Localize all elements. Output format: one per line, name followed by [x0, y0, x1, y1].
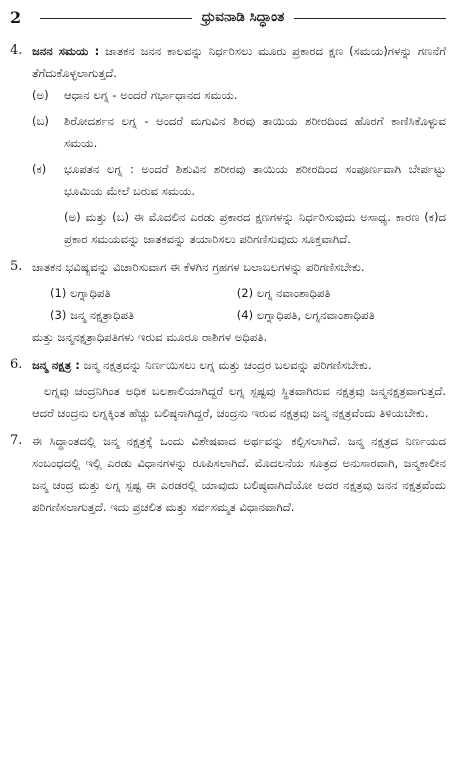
subitem-a	[32, 84, 446, 106]
section-4-note: (ಅ) ಮತ್ತು (ಬ) ಈ ಮೊದಲಿನ ಎರಡು ಪ್ರಕಾರದ ಕ್ಷಣಗಳನ್ನು ನಿರ್ಧರಿಸುವುದು ಅಸಾಧ್ಯ. ಕಾರಣ (ಕ)ದ ಪ್ರಕಾರ ಸಮಯವನ್ನು ಜಾತಕವನ್ನು ತಯಾರಿಸಲು ಪರಿಗಣಿಸುವುದು ಸೂಕ್ತವಾಗಿದೆ.	[64, 210, 446, 246]
section-6-intro	[32, 354, 446, 376]
list-item: (3) ಜನ್ಮ ನಕ್ಷತ್ರಾಧಿಪತಿ	[50, 308, 135, 322]
subitem-text: ಶಿರೋದರ್ಶನ ಲಗ್ನ - ಅಂದರೆ ಮಗುವಿನ ಶಿರವು ತಾಯಿಯ ಶರೀರದಿಂದ ಹೊರಗೆ ಕಾಣಿಸಿಕೊಳ್ಳುವ ಸಮಯ.	[64, 114, 446, 150]
section-number: 7.	[10, 433, 23, 448]
header-rule-right	[294, 18, 446, 19]
section-heading: ಜನ್ಮ ನಕ್ಷತ್ರ :	[32, 358, 80, 372]
subitem-label: (ಬ)	[32, 114, 49, 128]
subitem-label: (ಅ)	[32, 88, 49, 102]
subitem-label: (ಕ)	[32, 162, 47, 176]
subitem-b	[32, 110, 446, 154]
section-6	[10, 354, 446, 424]
list-item: (4) ಲಗ್ನಾಧಿಪತಿ, ಲಗ್ನನವಾಂಶಾಧಿಪತಿ	[236, 308, 375, 322]
subitem-text: ಭೂಪತನ ಲಗ್ನ : ಅಂದರೆ ಶಿಶುವಿನ ಶರೀರವು ತಾಯಿಯ ಶರೀರದಿಂದ ಸಂಪೂರ್ಣವಾಗಿ ಬೇರ್ಪಟ್ಟು ಭೂಮಿಯ ಮೇಲೆ ಬರುವ ಸಮಯ.	[64, 162, 446, 198]
section-text: ಜಾತಕನ ಭವಿಷ್ಯವನ್ನು ವಿಚಾರಿಸುವಾಗ ಈ ಕೆಳಗಿನ ಗ್ರಹಗಳ ಬಲಾಬಲಗಳನ್ನು ಪರಿಗಣಿಸಬೇಕು.	[32, 260, 365, 274]
section-text: ಜಾತಕನ ಜನನ ಕಾಲವನ್ನು ನಿರ್ಧರಿಸಲು ಮೂರು ಪ್ರಕಾರದ ಕ್ಷಣ (ಸಮಯ)ಗಳನ್ನು ಗಣನೆಗೆ ತೆಗೆದುಕೊಳ್ಳಲಾಗುತ್ತದೆ.	[32, 44, 446, 80]
subitem-text: ಆಧಾನ ಲಗ್ನ - ಅಂದರೆ ಗರ್ಭಾಧಾನದ ಸಮಯ.	[64, 88, 238, 102]
section-heading: ಜನನ ಸಮಯ :	[32, 44, 100, 58]
page-number: 2	[10, 7, 22, 27]
planet-list	[50, 282, 446, 326]
running-title: ಧ್ರುವನಾಡಿ ಸಿದ್ಧಾಂತ	[201, 9, 285, 25]
list-item: (1) ಲಗ್ನಾಧಿಪತಿ	[50, 286, 111, 300]
list-item: (2) ಲಗ್ನ ನವಾಂಶಾಧಿಪತಿ	[236, 286, 331, 300]
section-number: 5.	[10, 259, 23, 274]
section-6-paragraph: ಲಗ್ನವು ಚಂದ್ರನಿಗಿಂತ ಅಧಿಕ ಬಲಶಾಲಿಯಾಗಿದ್ದರೆ ಲಗ್ನ ಸ್ಪಷ್ಟವು ಸ್ಥಿತವಾಗಿರುವ ನಕ್ಷತ್ರವು ಜನ್ಮನಕ್ಷತ್ರವಾಗುತ್ತದೆ. ಆದರೆ ಚಂದ್ರನು ಲಗ್ನಕ್ಕಿಂತ ಹೆಚ್ಚು ಬಲಿಷ್ಠನಾಗಿದ್ದರೆ, ಚಂದ್ರನು ಇರುವ ನಕ್ಷತ್ರವು ಜನ್ಮ ನಕ್ಷತ್ರವೆಂದು ತಿಳಿಯಬೇಕು.	[32, 384, 446, 420]
section-5-tail: ಮತ್ತು ಜನ್ಮನಕ್ಷತ್ರಾಧಿಪತಿಗಳು ಇರುವ ಮೂರೂ ರಾಶಿಗಳ ಅಧಿಪತಿ.	[32, 330, 268, 344]
section-5	[10, 256, 446, 348]
section-text: ಈ ಸಿದ್ಧಾಂತದಲ್ಲಿ ಜನ್ಮ ನಕ್ಷತ್ರಕ್ಕೆ ಒಂದು ವಿಶೇಷವಾದ ಅರ್ಥವನ್ನು ಕಲ್ಪಿಸಲಾಗಿದೆ. ಜನ್ಮ ನಕ್ಷತ್ರದ ನಿರ್ಣಯದ ಸಂಬಂಧದಲ್ಲಿ ಇಲ್ಲಿ ಎರಡು ವಿಧಾನಗಳನ್ನು ರೂಪಿಸಲಾಗಿದೆ. ಮೊದಲನೆಯ ಸೂತ್ರದ ಅನುಸಾರವಾಗಿ, ಜನ್ಮಕಾಲೀನ ಜನ್ಮ ಚಂದ್ರ ಮತ್ತು ಲಗ್ನ ಸ್ಪಷ್ಟ ಈ ಎರಡರಲ್ಲಿ ಯಾವುದು ಬಲಿಷ್ಠವಾಗಿದೆಯೋ ಅದರ ನಕ್ಷತ್ರವು ಜನನ ನಕ್ಷತ್ರವೆಂದು ಪರಿಗಣಿಸಲಾಗುತ್ತದೆ. ಇದು ಪ್ರಚಲಿತ ಮತ್ತು ಸರ್ವಸಮ್ಮತ ವಿಧಾನವಾಗಿದೆ.	[32, 434, 446, 514]
section-text: ಜನ್ಮ ನಕ್ಷತ್ರವನ್ನು ನಿರ್ಣಯಿಸಲು ಲಗ್ನ ಮತ್ತು ಚಂದ್ರರ ಬಲವನ್ನು ಪರಿಗಣಿಸಬೇಕು.	[83, 358, 372, 372]
page-content	[10, 40, 446, 518]
section-number: 4.	[10, 43, 23, 58]
header-rule-left	[40, 18, 192, 19]
section-4-intro	[32, 40, 446, 84]
section-number: 6.	[10, 357, 23, 372]
section-4	[10, 40, 446, 250]
section-7	[10, 430, 446, 518]
subitem-k	[32, 158, 446, 202]
page-header	[10, 0, 446, 32]
